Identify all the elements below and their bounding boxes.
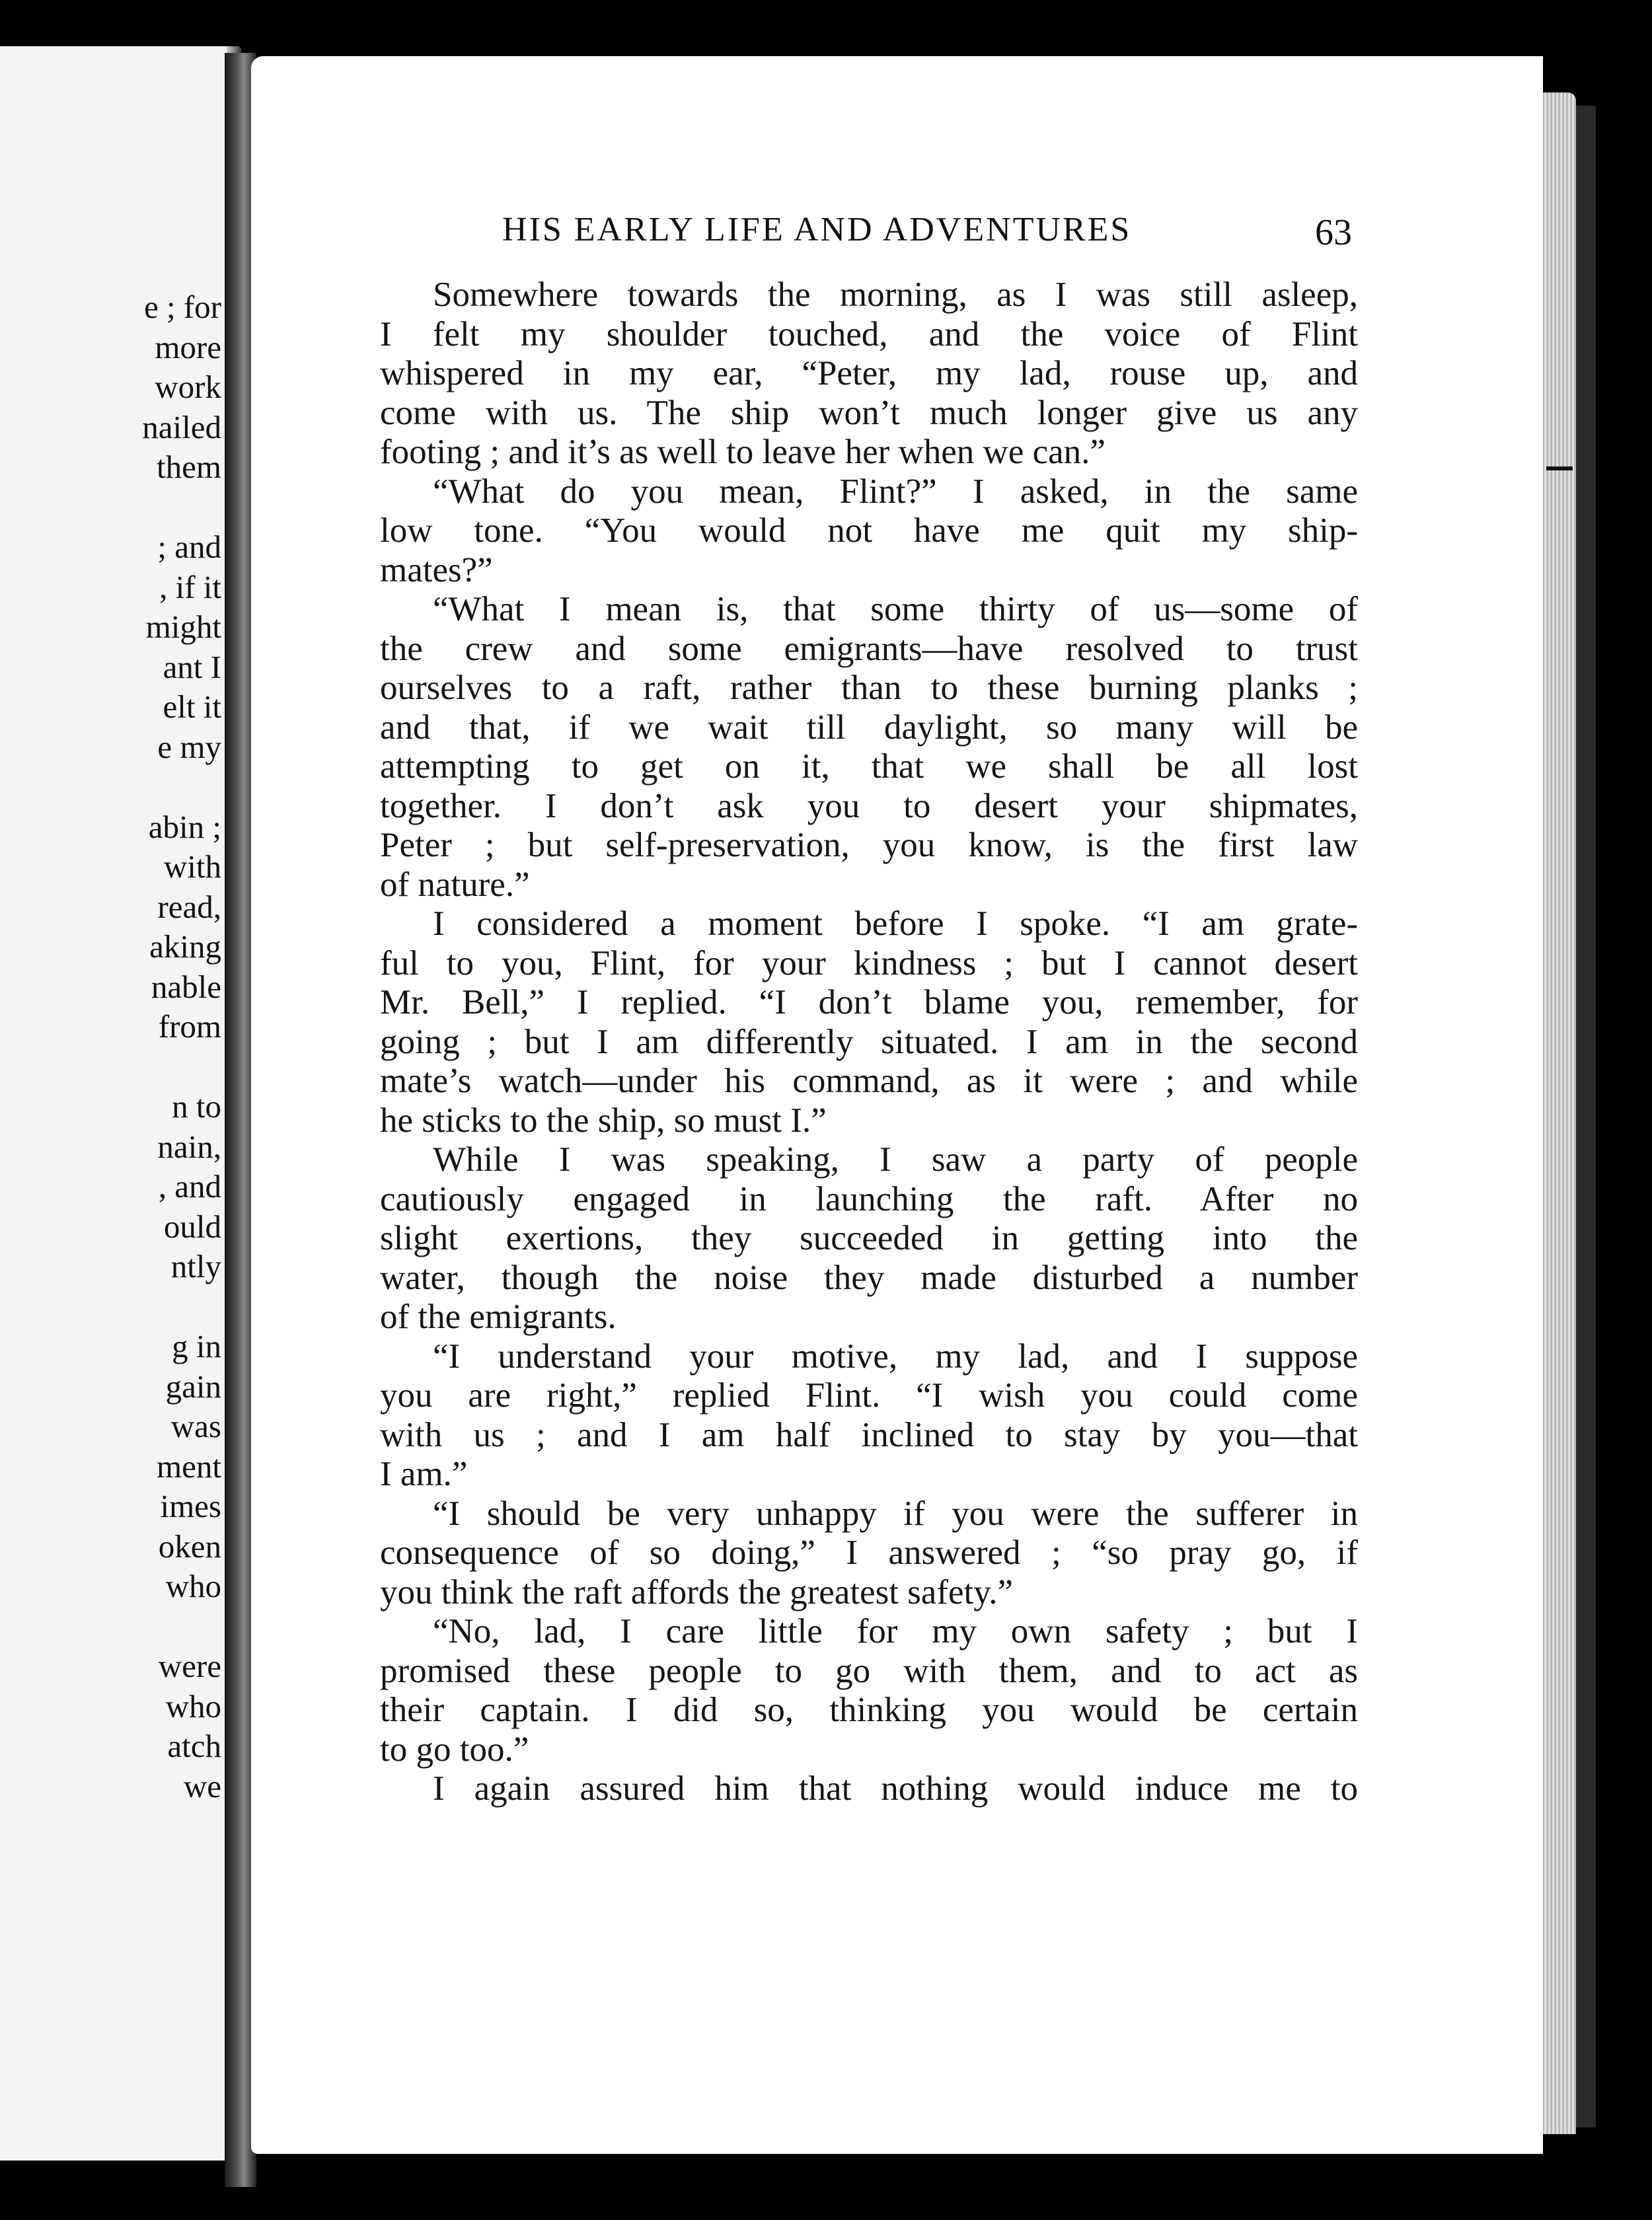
text-line: cautiously engaged in launching the raft. After no (380, 1179, 1358, 1218)
text-line: “What do you mean, Flint?” I asked, in the same (433, 472, 1358, 511)
facing-page-line: , and (158, 1168, 221, 1204)
text-line: mates?” (380, 550, 493, 589)
text-line: I am.” (380, 1455, 468, 1493)
text-line: mate’s watch—under his command, as it were ; and while (380, 1062, 1358, 1100)
facing-page-line: e ; for (144, 289, 221, 325)
text-line: come with us. The ship won’t much longer give us any (380, 393, 1358, 432)
facing-page-text (0, 46, 241, 2161)
facing-page-line: read, (157, 888, 221, 925)
text-line: I considered a moment before I spoke. “I am grate- (433, 905, 1358, 943)
edge-mark (1546, 466, 1573, 470)
facing-page-line: n to (172, 1088, 221, 1125)
text-line: their captain. I did so, thinking you would be certain (380, 1691, 1358, 1729)
text-line: water, though the noise they made disturbed a number (380, 1258, 1358, 1297)
facing-page-line: ould (163, 1208, 221, 1245)
facing-page-line: with (163, 848, 221, 885)
text-line: “No, lad, I care little for my own safety ; but I (433, 1612, 1358, 1650)
text-line: of nature.” (380, 865, 530, 904)
facing-page-line: them (157, 449, 221, 485)
text-line: of the emigrants. (380, 1298, 617, 1336)
facing-page-line: elt it (163, 688, 221, 725)
facing-page-line: was (170, 1408, 221, 1444)
text-line: he sticks to the ship, so must I.” (380, 1101, 827, 1140)
page-number: 63 (1315, 212, 1352, 253)
page-edges-shadow (1576, 106, 1596, 2128)
running-head: HIS EARLY LIFE AND ADVENTURES (502, 211, 1132, 248)
facing-page (0, 46, 241, 2161)
text-line: I felt my shoulder touched, and the voice of Flint (380, 314, 1358, 353)
text-line: attempting to get on it, that we shall be all lost (380, 747, 1358, 786)
facing-page-line: nain, (157, 1128, 221, 1165)
facing-page-line: ant I (163, 648, 221, 685)
text-line: footing ; and it’s as well to leave her when we can.” (380, 433, 1106, 471)
facing-page-line: atch (167, 1728, 221, 1764)
facing-page-line: from (158, 1008, 221, 1045)
text-line: Peter ; but self-preservation, you know, is the first law (380, 826, 1358, 864)
text-line: together. I don’t ask you to desert your shipmates, (380, 786, 1358, 825)
facing-page-line: imes (160, 1488, 221, 1524)
text-line: the crew and some emigrants—have resolved to trust (380, 629, 1358, 668)
text-line: whispered in my ear, “Peter, my lad, rouse up, and (380, 354, 1358, 392)
facing-page-line: work (155, 369, 221, 405)
facing-page-line: nailed (142, 408, 221, 445)
facing-page-line: ntly (170, 1248, 221, 1284)
facing-page-line: we (183, 1767, 221, 1804)
facing-page-line: aking (149, 928, 221, 965)
text-line: low tone. “You would not have me quit my ship- (380, 511, 1358, 550)
facing-page-line: who (165, 1568, 221, 1604)
facing-page-line: oken (158, 1528, 221, 1565)
text-line: ourselves to a raft, rather than to these burning planks ; (380, 669, 1358, 707)
facing-page-line: gain (165, 1368, 221, 1405)
text-line: Somewhere towards the morning, as I was still asleep, (433, 276, 1358, 314)
text-line: and that, if we wait till daylight, so many will be (380, 708, 1358, 747)
text-line: “I understand your motive, my lad, and I suppose (433, 1337, 1358, 1376)
facing-page-line: ment (157, 1448, 221, 1485)
facing-page-line: who (165, 1687, 221, 1724)
text-line: Mr. Bell,” I replied. “I don’t blame you, remember, for (380, 983, 1358, 1021)
page-edges (1540, 92, 1576, 2134)
text-line: I again assured him that nothing would induce me to (433, 1769, 1358, 1808)
text-line: going ; but I am differently situated. I am in the second (380, 1022, 1358, 1061)
facing-page-line: more (155, 328, 221, 365)
facing-page-line: ; and (157, 529, 221, 565)
text-line: with us ; and I am half inclined to stay by you—that (380, 1415, 1358, 1454)
facing-page-line: abin ; (148, 808, 221, 845)
text-line: slight exertions, they succeeded in getting into the (380, 1219, 1358, 1257)
text-line: ful to you, Flint, for your kindness ; but I cannot desert (380, 944, 1358, 982)
facing-page-line: g in (172, 1328, 221, 1364)
text-line: “I should be very unhappy if you were the sufferer in (433, 1494, 1358, 1533)
facing-page-line: , if it (159, 568, 221, 605)
text-line: While I was speaking, I saw a party of people (433, 1140, 1358, 1179)
facing-page-line: were (158, 1648, 221, 1684)
text-line: you are right,” replied Flint. “I wish you could come (380, 1376, 1358, 1415)
text-line: consequence of so doing,” I answered ; “so pray go, if (380, 1534, 1358, 1572)
facing-page-line: nable (151, 968, 221, 1005)
facing-page-line: might (145, 609, 221, 645)
text-line: “What I mean is, that some thirty of us—some of (433, 590, 1358, 628)
text-line: to go too.” (380, 1730, 529, 1769)
facing-page-line: e my (157, 728, 221, 765)
text-line: promised these people to go with them, and to act as (380, 1651, 1358, 1690)
text-line: you think the raft affords the greatest safety.” (380, 1572, 1014, 1611)
